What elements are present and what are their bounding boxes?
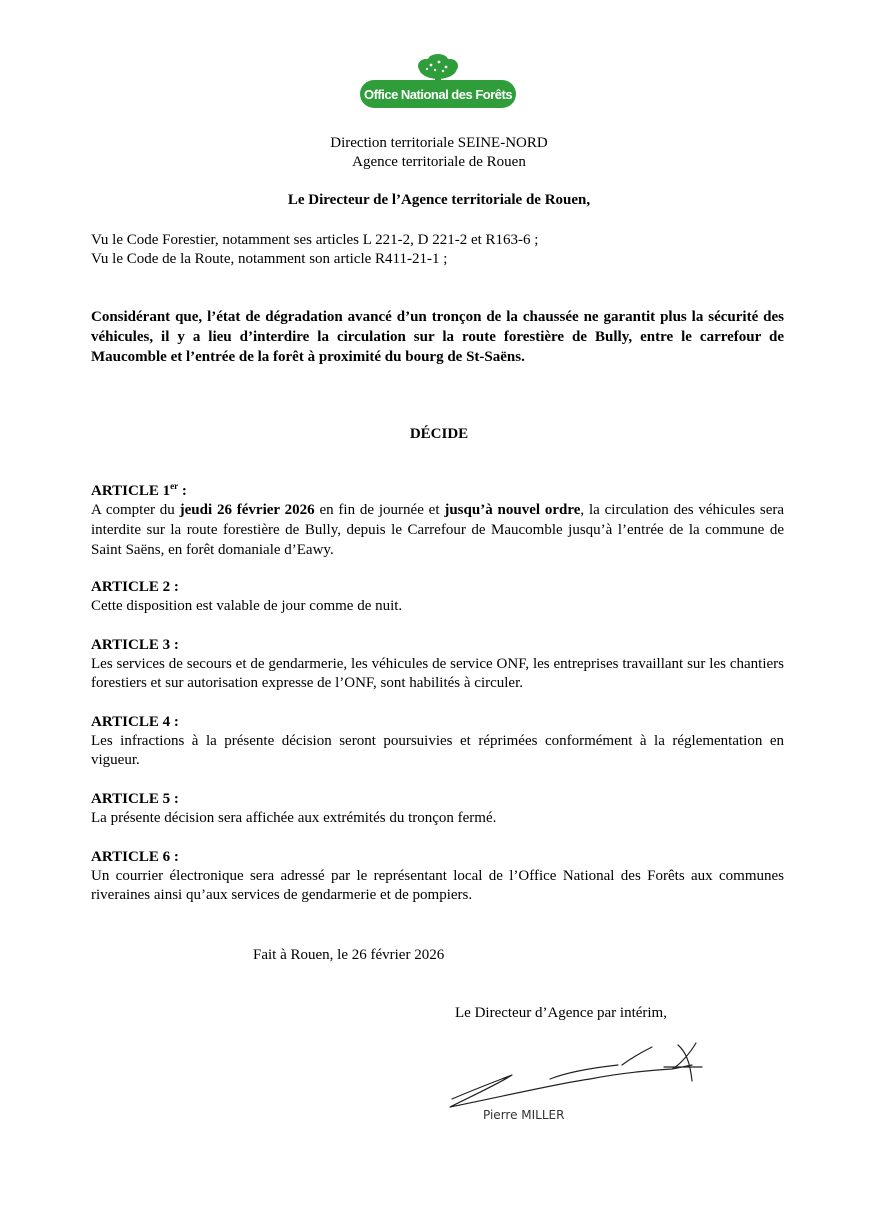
article-1-until: jusqu’à nouvel ordre — [444, 502, 581, 518]
header-direction: Direction territoriale SEINE-NORD — [330, 135, 548, 151]
vu-line-1: Vu le Code Forestier, notamment ses articles L 221-2, D 221-2 et R163-6 ; — [91, 232, 539, 248]
article-2-text: Cette disposition est valable de jour comme de nuit. — [91, 598, 403, 614]
article-5-text: La présente décision sera affichée aux extrémités du tronçon fermé. — [91, 810, 497, 826]
article-1-text: A compter du jeudi 26 février 2026 en fin de journée et jusqu’à nouvel ordre, la circulation des véhicules sera interdite sur la route forestière de Bully, depuis le Carrefour de Maucomble jusqu’à l’entrée de la commune de Saint Saëns, en forêt domaniale d’Eawy. — [91, 502, 785, 558]
signatory-name: Pierre MILLER — [483, 1108, 565, 1122]
article-1-title: ARTICLE 1er : — [91, 481, 187, 499]
article-4-title: ARTICLE 4 : — [91, 714, 179, 730]
fait-a-line: Fait à Rouen, le 26 février 2026 — [253, 947, 445, 963]
signatory-title: Le Directeur d’Agence par intérim, — [455, 1005, 667, 1021]
handwritten-signature — [440, 1035, 710, 1115]
onf-logo — [359, 52, 517, 110]
considerant-paragraph: Considérant que, l’état de dégradation avancé d’un tronçon de la chaussée ne garantit plus la sécurité des véhicules, il y a lieu d’interdire la circulation sur la route forestière de Bully, entre le carrefour de Maucomble et l’entrée de la forêt à proximité du bourg de St-Saëns. — [91, 309, 784, 365]
header-agence: Agence territoriale de Rouen — [352, 154, 526, 170]
article-6-title: ARTICLE 6 : — [91, 849, 179, 865]
decide-heading: DÉCIDE — [409, 426, 469, 442]
article-5-title: ARTICLE 5 : — [91, 791, 179, 807]
article-3-text: Les services de secours et de gendarmerie, les véhicules de service ONF, les entreprises travaillant sur les chantiers forestiers et sur autorisation expresse de l’ONF, sont habilités à circuler. — [91, 656, 784, 691]
article-6-text: Un courrier électronique sera adressé par le représentant local de l’Office National des Forêts aux communes riveraines ainsi qu’aux services de gendarmerie et de pompiers. — [91, 868, 784, 903]
article-2-title: ARTICLE 2 : — [91, 579, 179, 595]
article-1-date: jeudi 26 février 2026 — [179, 502, 315, 518]
vu-line-2: Vu le Code de la Route, notamment son article R411-21-1 ; — [91, 251, 448, 267]
article-3-title: ARTICLE 3 : — [91, 637, 179, 653]
article-4-text: Les infractions à la présente décision seront poursuivies et réprimées conformément à la réglementation en vigueur. — [91, 733, 784, 768]
director-title: Le Directeur de l’Agence territoriale de Rouen, — [287, 192, 591, 208]
logo-text: Office National des Forêts — [363, 87, 513, 102]
tree-icon — [418, 54, 458, 82]
